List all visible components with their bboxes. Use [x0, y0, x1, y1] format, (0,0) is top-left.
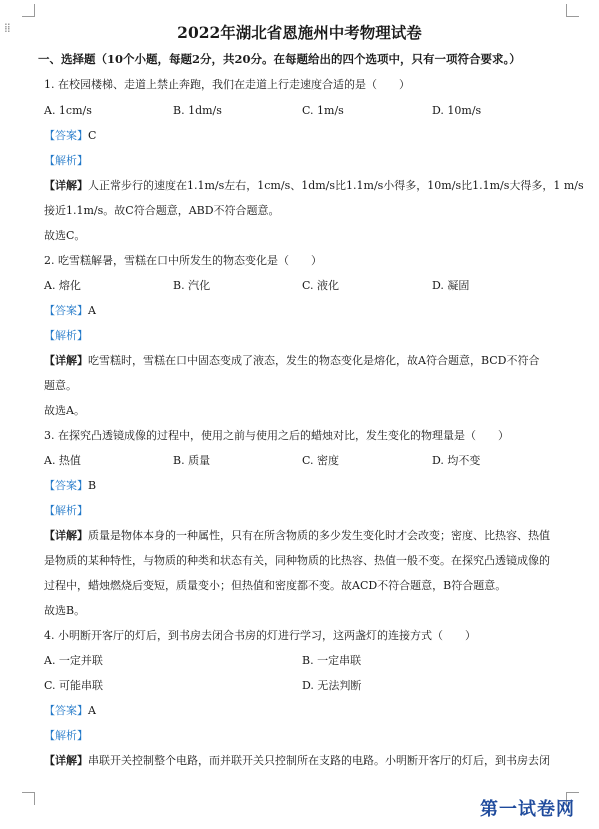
question-2-answer	[44, 304, 96, 318]
question-1-option-c: C. 1m/s	[302, 104, 344, 117]
question-4-option-b: B. 一定串联	[302, 654, 362, 667]
answer-value: A	[88, 704, 96, 717]
detail-tag: 【详解】	[44, 754, 88, 767]
question-3-option-c: C. 密度	[302, 454, 340, 467]
question-1-option-a: A. 1cm/s	[44, 104, 92, 117]
question-3-conclusion: 故选B。	[44, 604, 86, 617]
detail-tag: 【详解】	[44, 354, 88, 367]
question-2-stem: 2. 吃雪糕解暑，雪糕在口中所发生的物态变化是（ ）	[44, 254, 322, 267]
question-3-analysis-tag: 【解析】	[44, 504, 88, 517]
question-2-detail-line-2: 题意。	[44, 379, 77, 392]
question-2-option-a: A. 熔化	[44, 279, 81, 292]
question-1-analysis-tag: 【解析】	[44, 154, 88, 167]
question-2-conclusion: 故选A。	[44, 404, 85, 417]
question-1-detail-line-2: 接近1.1m/s。故C符合题意，ABD不符合题意。	[44, 204, 280, 217]
question-1-detail-line-1	[44, 179, 584, 193]
question-3-option-b: B. 质量	[173, 454, 211, 467]
detail-tag: 【详解】	[44, 179, 88, 192]
question-2-option-b: B. 汽化	[173, 279, 211, 292]
crop-mark-top-left	[22, 4, 35, 17]
question-3-stem: 3. 在探究凸透镜成像的过程中，使用之前与使用之后的蜡烛对比，发生变化的物理量是（ ）	[44, 429, 509, 442]
answer-tag: 【答案】	[44, 479, 88, 492]
question-1-option-b: B. 1dm/s	[173, 104, 222, 117]
question-1-conclusion: 故选C。	[44, 229, 86, 242]
question-2-option-d: D. 凝固	[432, 279, 470, 292]
answer-tag: 【答案】	[44, 704, 88, 717]
question-1-answer	[44, 129, 96, 143]
question-3-answer	[44, 479, 96, 493]
answer-value: C	[88, 129, 97, 142]
question-1-option-d: D. 10m/s	[432, 104, 482, 117]
question-3-detail-line-1	[44, 529, 550, 543]
answer-value: B	[88, 479, 97, 492]
question-4-analysis-tag: 【解析】	[44, 729, 88, 742]
answer-tag: 【答案】	[44, 304, 88, 317]
question-4-stem: 4. 小明断开客厅的灯后，到书房去闭合书房的灯进行学习，这两盏灯的连接方式（ ）	[44, 629, 476, 642]
question-4-option-c: C. 可能串联	[44, 679, 104, 692]
detail-text: 人正常步行的速度在1.1m/s左右，1cm/s、1dm/s比1.1m/s小得多，10m/s比1.1m/s大得多，1 m/s	[88, 179, 584, 192]
crop-mark-top-right	[566, 4, 579, 17]
footer-logo: 第一试卷网	[480, 799, 575, 820]
question-3-option-a: A. 热值	[44, 454, 81, 467]
question-4-option-a: A. 一定并联	[44, 654, 103, 667]
question-2-option-c: C. 液化	[302, 279, 340, 292]
page-title: 2022年湖北省恩施州中考物理试卷	[177, 23, 422, 42]
question-3-detail-line-2: 是物质的某种特性，与物质的种类和状态有关，同种物质的比热容、热值一般不变。在探究凸透镜成像的	[44, 554, 550, 567]
detail-text: 串联开关控制整个电路，而并联开关只控制所在支路的电路。小明断开客厅的灯后，到书房去闭	[88, 754, 550, 767]
question-2-detail-line-1	[44, 354, 539, 368]
question-3-detail-line-3: 过程中，蜡烛燃烧后变短，质量变小；但热值和密度都不变。故ACD不符合题意，B符合题意。	[44, 579, 507, 592]
drag-handle-icon[interactable]: ⁞⁞	[4, 21, 10, 35]
detail-tag: 【详解】	[44, 529, 88, 542]
section-heading: 一、选择题（10个小题，每题2分，共20分。在每题给出的四个选项中，只有一项符合要求。）	[38, 52, 521, 66]
question-2-analysis-tag: 【解析】	[44, 329, 88, 342]
detail-text: 质量是物体本身的一种属性，只有在所含物质的多少发生变化时才会改变；密度、比热容、热值	[88, 529, 550, 542]
detail-text: 吃雪糕时，雪糕在口中固态变成了液态，发生的物态变化是熔化，故A符合题意，BCD不符合	[88, 354, 540, 367]
question-4-option-d: D. 无法判断	[302, 679, 362, 692]
answer-value: A	[88, 304, 96, 317]
crop-mark-bottom-left	[22, 792, 35, 805]
question-3-option-d: D. 均不变	[432, 454, 481, 467]
question-4-answer	[44, 704, 96, 718]
answer-tag: 【答案】	[44, 129, 88, 142]
question-4-detail-line-1	[44, 754, 550, 768]
question-1-stem: 1. 在校园楼梯、走道上禁止奔跑，我们在走道上行走速度合适的是（ ）	[44, 78, 410, 91]
